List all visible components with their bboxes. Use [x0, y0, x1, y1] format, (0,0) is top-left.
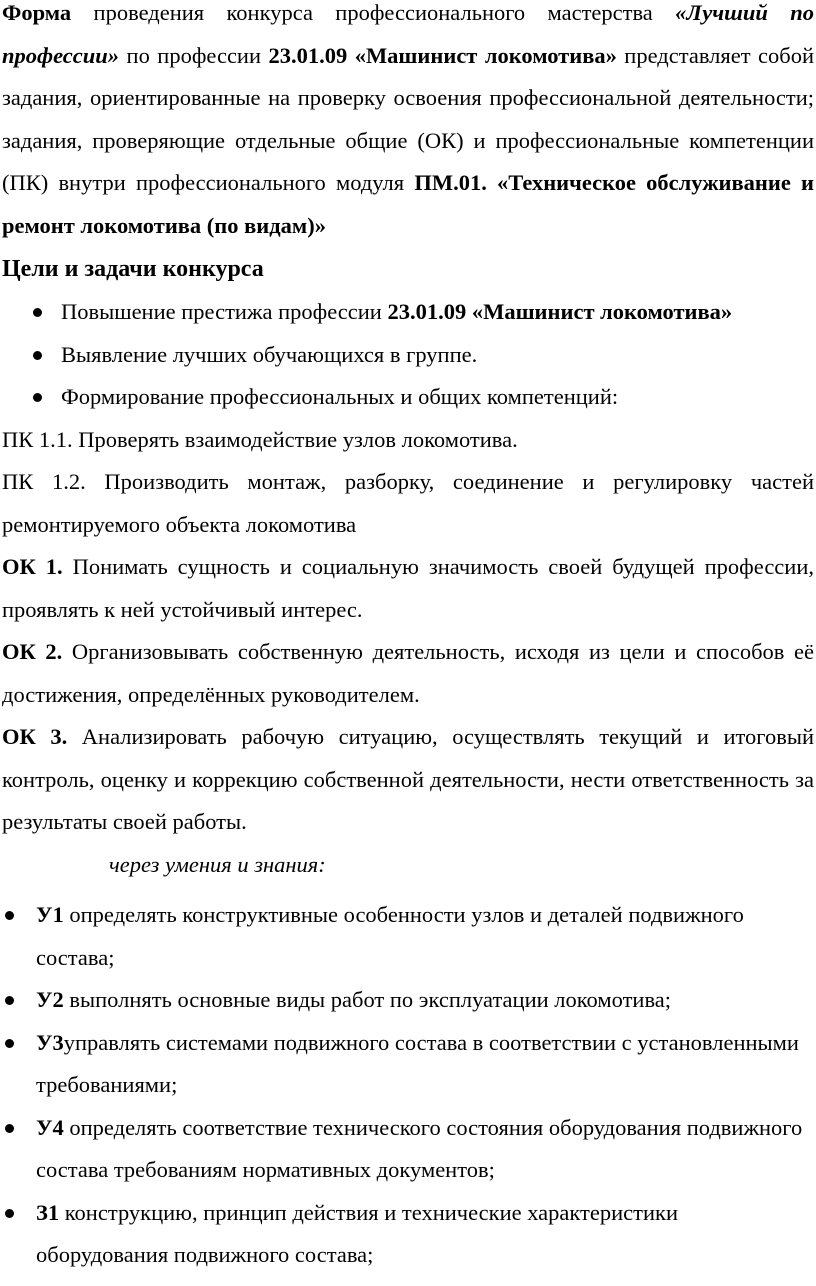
- skill-item-u3: У3управлять системами подвижного состава в соответствии с установленными требованиями;: [2, 1022, 814, 1107]
- intro-text-2: по профессии: [119, 42, 269, 68]
- ok-3: ОК 3. Анализировать рабочую ситуацию, осуществлять текущий и итоговый контроль, оценку и коррекцию собственной деятельности, нести ответственность за результаты своей работы.: [2, 724, 814, 834]
- goal-item-2: Выявление лучших обучающихся в группе.: [2, 334, 814, 377]
- bullet-icon: [5, 1209, 14, 1218]
- goal-item-1: Повышение престижа профессии 23.01.09 «Машинист локомотива»: [2, 291, 814, 334]
- section-heading: Цели и задачи конкурса: [2, 256, 264, 282]
- through-skills-label: через умения и знания:: [109, 851, 326, 877]
- intro-module: ПМ.01. «Техническое обслуживание и ремонт локомотива (по видам)»: [2, 170, 814, 238]
- pk-1-2: ПК 1.2. Производить монтаж, разборку, соединение и регулировку частей ремонтируемого объекта локомотива: [2, 469, 814, 537]
- intro-text-1: проведения конкурса профессионального мастерства: [71, 0, 676, 25]
- ok-1: ОК 1. Понимать сущность и социальную значимость своей будущей профессии, проявлять к ней устойчивый интерес.: [2, 554, 814, 622]
- intro-forma: Форма: [2, 0, 72, 25]
- ok-2: ОК 2. Организовывать собственную деятельность, исходя из цели и способов её достижения, определённых руководителем.: [2, 639, 814, 707]
- skill-item-z1: З1 конструкцию, принцип действия и технические характеристики оборудования подвижного состава;: [2, 1192, 814, 1277]
- intro-best: «Лучший по профессии»: [2, 0, 814, 68]
- skill-item-u1: У1 определять конструктивные особенности узлов и деталей подвижного состава;: [2, 894, 814, 979]
- bullet-icon: [33, 351, 42, 360]
- bullet-icon: [5, 1124, 14, 1133]
- bullet-icon: [5, 1039, 14, 1048]
- goals-list: [2, 291, 814, 419]
- bullet-icon: [5, 911, 14, 920]
- skills-list: [2, 894, 814, 1277]
- goal-item-3: Формирование профессиональных и общих компетенций:: [2, 376, 814, 419]
- intro-paragraph: [2, 0, 814, 247]
- skill-item-u2: У2 выполнять основные виды работ по эксплуатации локомотива;: [2, 979, 814, 1022]
- bullet-icon: [33, 308, 42, 317]
- skill-item-u4: У4 определять соответствие технического состояния оборудования подвижного состава требованиям нормативных документов;: [2, 1107, 814, 1192]
- pk-1-1: ПК 1.1. Проверять взаимодействие узлов локомотива.: [2, 426, 518, 452]
- bullet-icon: [33, 393, 42, 402]
- intro-text-3: представляет собой задания, ориентированные на проверку освоения профессиональной деятельности; задания, проверяющие отдельные общие (ОК) и профессиональные компетенции (ПК) внутри профессионального модуля: [2, 42, 814, 195]
- bullet-icon: [5, 996, 14, 1005]
- intro-profession: 23.01.09 «Машинист локомотива»: [268, 42, 617, 68]
